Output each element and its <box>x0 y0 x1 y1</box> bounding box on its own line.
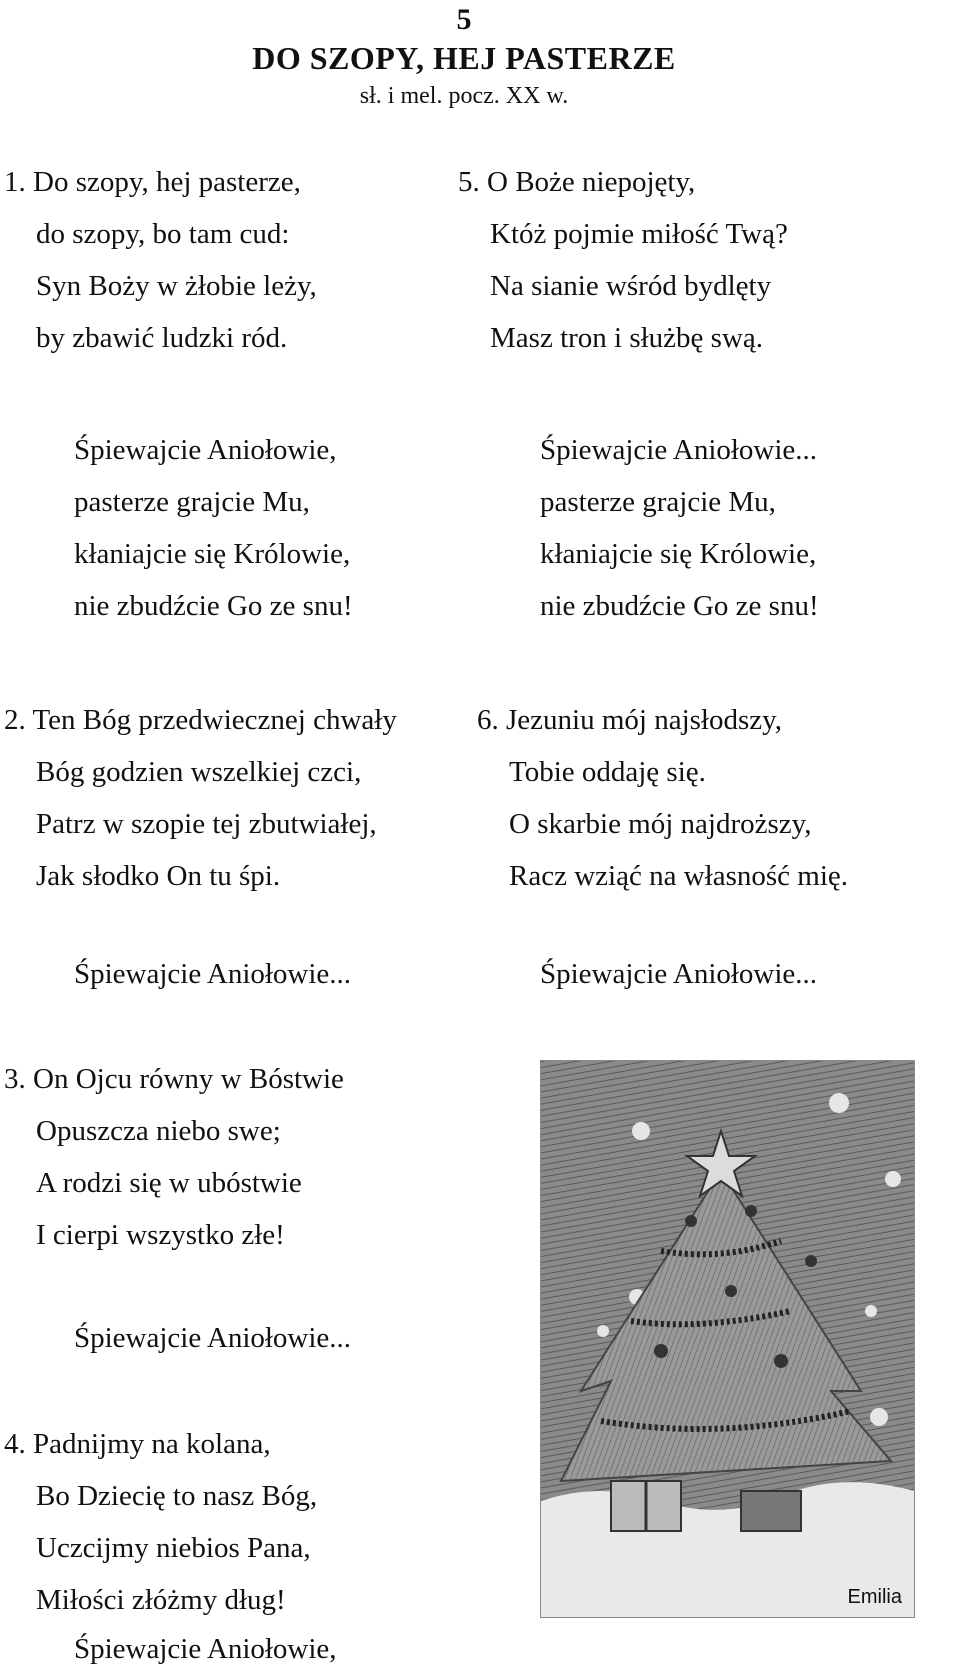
verse-line: Któż pojmie miłość Twą? <box>490 218 788 250</box>
verse-5 <box>458 156 788 364</box>
chorus-line: kłaniajcie się Królowie, <box>74 538 351 570</box>
chorus-right <box>540 424 819 632</box>
verse-line: Jak słodko On tu śpi. <box>36 860 281 892</box>
song-subtitle: sł. i mel. pocz. XX w. <box>359 83 569 109</box>
song-title: DO SZOPY, HEJ PASTERZE <box>252 40 676 76</box>
chorus-short-left <box>74 948 351 1000</box>
verse-line: 4. Padnijmy na kolana, <box>4 1428 271 1460</box>
chorus-line: Śpiewajcie Aniołowie, <box>74 1633 337 1665</box>
chorus-line: Śpiewajcie Aniołowie, <box>74 434 337 466</box>
chorus-short-3 <box>74 1312 351 1364</box>
verse-line: Syn Boży w żłobie leży, <box>36 270 317 302</box>
verse-line: A rodzi się w ubóstwie <box>36 1167 302 1199</box>
verse-line: 1. Do szopy, hej pasterze, <box>4 166 301 198</box>
chorus-line: Śpiewajcie Aniołowie... <box>540 434 818 466</box>
song-number: 5 <box>456 3 472 36</box>
verse-line: Masz tron i służbę swą. <box>490 322 764 354</box>
chorus-line: Śpiewajcie Aniołowie... <box>74 958 352 990</box>
chorus-left <box>74 424 353 632</box>
christmas-tree-drawing <box>540 1060 915 1618</box>
verse-line: O skarbie mój najdroższy, <box>509 808 812 840</box>
verse-1 <box>4 156 317 364</box>
verse-line: 3. On Ojcu równy w Bóstwie <box>4 1063 344 1095</box>
verse-line: I cierpi wszystko złe! <box>36 1219 285 1251</box>
verse-3 <box>4 1053 344 1261</box>
verse-line: Bo Dziecię to nasz Bóg, <box>36 1480 318 1512</box>
verse-line: Tobie oddaję się. <box>509 756 706 788</box>
chorus-line: pasterze grajcie Mu, <box>540 486 776 518</box>
chorus-line: Śpiewajcie Aniołowie... <box>540 958 818 990</box>
chorus-short-right <box>540 948 817 1000</box>
verse-line: Uczcijmy niebios Pana, <box>36 1532 311 1564</box>
verse-line: Racz wziąć na własność mię. <box>509 860 848 892</box>
chorus-line: pasterze grajcie Mu, <box>74 486 310 518</box>
song-header <box>0 2 928 112</box>
verse-line: Bóg godzien wszelkiej czci, <box>36 756 362 788</box>
verse-line: do szopy, bo tam cud: <box>36 218 290 250</box>
verse-line: 2. Ten Bóg przedwiecznej chwały <box>4 704 397 736</box>
chorus-line: Śpiewajcie Aniołowie... <box>74 1322 352 1354</box>
verse-line: Miłości złóżmy dług! <box>36 1584 286 1616</box>
chorus-line: kłaniajcie się Królowie, <box>540 538 817 570</box>
verse-2 <box>4 694 397 902</box>
verse-line: 5. O Boże niepojęty, <box>458 166 696 198</box>
chorus-line: nie zbudźcie Go ze snu! <box>540 590 819 622</box>
verse-6 <box>477 694 848 902</box>
chorus-line: nie zbudźcie Go ze snu! <box>74 590 353 622</box>
verse-line: 6. Jezuniu mój najsłodszy, <box>477 704 782 736</box>
signature: Emilia <box>847 1586 902 1608</box>
verse-line: by zbawić ludzki ród. <box>36 322 288 354</box>
verse-line: Patrz w szopie tej zbutwiałej, <box>36 808 377 840</box>
christmas-tree-icon <box>541 1061 914 1617</box>
verse-4 <box>4 1418 337 1672</box>
verse-line: Na sianie wśród bydlęty <box>490 270 772 302</box>
verse-line: Opuszcza niebo swe; <box>36 1115 281 1147</box>
